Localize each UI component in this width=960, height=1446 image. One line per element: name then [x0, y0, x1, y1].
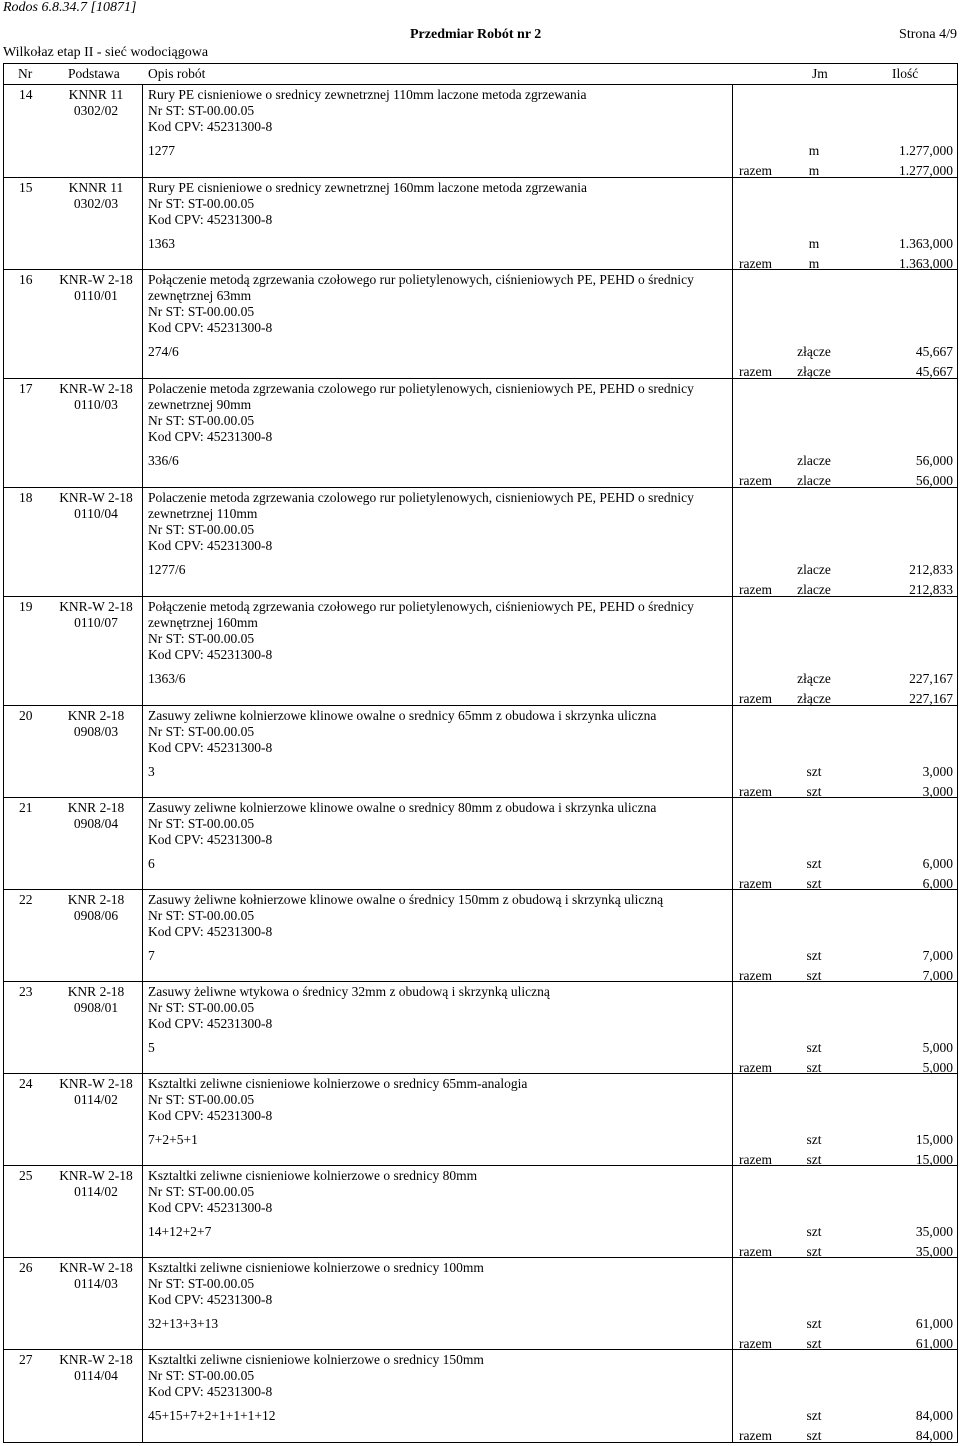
- basis-line: 0110/03: [74, 397, 118, 412]
- calc-value: 5,000: [922, 1040, 953, 1055]
- basis-line: KNR-W 2-18: [59, 272, 133, 287]
- basis-line: KNR 2-18: [67, 800, 125, 815]
- item-description: [148, 597, 728, 663]
- item-description: [148, 706, 728, 756]
- description-line: Nr ST: ST-00.00.05: [148, 1000, 255, 1015]
- calc-unit: szt: [806, 1040, 822, 1055]
- basis-line: KNR-W 2-18: [59, 490, 133, 505]
- calc-line: [4, 1130, 957, 1150]
- sum-label: razem: [739, 968, 772, 983]
- description-line: Ksztaltki zeliwne cisnieniowe kolnierzowe o srednicy 80mm: [148, 1168, 478, 1183]
- item-description: [148, 1166, 728, 1216]
- calc-value: 7,000: [922, 948, 953, 963]
- description-line: Nr ST: ST-00.00.05: [148, 304, 255, 319]
- document-title: Przedmiar Robót nr 2: [410, 27, 542, 42]
- description-line: Kod CPV: 45231300-8: [148, 320, 273, 335]
- calc-line: [4, 141, 957, 161]
- calc-line: [4, 234, 957, 254]
- sum-label: razem: [739, 582, 772, 597]
- description-line: Polaczenie metoda zgrzewania czolowego rur polietylenowych, cisnieniowych PE, PEHD o srednicy zewnetrznej 90mm: [148, 381, 694, 412]
- description-line: Kod CPV: 45231300-8: [148, 1200, 273, 1215]
- item-basis: [54, 800, 138, 832]
- calc-expression: 1277: [148, 143, 175, 158]
- item-basis: [54, 1352, 138, 1384]
- basis-line: KNR 2-18: [67, 984, 125, 999]
- calc-line: [4, 1314, 957, 1334]
- calc-value: 1.277,000: [899, 143, 953, 158]
- description-line: Nr ST: ST-00.00.05: [148, 1368, 255, 1383]
- calc-value: 15,000: [915, 1132, 953, 1147]
- sum-unit: szt: [806, 968, 822, 983]
- table-row: [4, 270, 957, 379]
- item-description: [148, 488, 728, 554]
- basis-line: 0302/02: [73, 103, 119, 118]
- sum-value: 45,667: [915, 364, 953, 379]
- table-header: [4, 64, 957, 85]
- sum-value: 3,000: [922, 784, 953, 799]
- sum-label: razem: [739, 1060, 772, 1075]
- col-desc: Opis robót: [148, 66, 206, 81]
- calc-unit: szt: [806, 856, 822, 871]
- sum-value: 35,000: [915, 1244, 953, 1259]
- table-row: [4, 1350, 957, 1442]
- description-line: Kod CPV: 45231300-8: [148, 212, 273, 227]
- calc-expression: 1363/6: [148, 671, 186, 686]
- basis-line: KNR 2-18: [67, 892, 125, 907]
- calc-expression: 1363: [148, 236, 175, 251]
- calc-value: 61,000: [915, 1316, 953, 1331]
- description-line: Nr ST: ST-00.00.05: [148, 631, 255, 646]
- sum-unit: złącze: [797, 364, 831, 379]
- item-basis: [54, 599, 138, 631]
- sum-label: razem: [739, 1428, 772, 1443]
- sum-value: 56,000: [915, 473, 953, 488]
- table-row: [4, 488, 957, 597]
- calc-value: 84,000: [915, 1408, 953, 1423]
- item-number: 21: [19, 800, 33, 815]
- basis-line: KNNR 11: [68, 87, 124, 102]
- calc-line: [4, 669, 957, 689]
- description-line: Nr ST: ST-00.00.05: [148, 1184, 255, 1199]
- description-line: Kod CPV: 45231300-8: [148, 924, 273, 939]
- item-description: [148, 1258, 728, 1308]
- calc-unit: szt: [806, 1132, 822, 1147]
- description-line: Nr ST: ST-00.00.05: [148, 908, 255, 923]
- table-row: [4, 706, 957, 798]
- description-line: Zasuwy żeliwne kołnierzowe klinowe owalne o średnicy 150mm z obudową i skrzynką uliczną: [148, 892, 664, 907]
- sum-label: razem: [739, 1152, 772, 1167]
- item-description: [148, 982, 728, 1032]
- basis-line: KNR-W 2-18: [59, 1260, 133, 1275]
- description-line: Połączenie metodą zgrzewania czołowego rur polietylenowych, ciśnieniowych PE, PEHD o średnicy zewnętrznej 160mm: [148, 599, 694, 630]
- basis-line: KNR-W 2-18: [59, 599, 133, 614]
- item-description: [148, 178, 728, 228]
- item-basis: [54, 87, 138, 119]
- calc-expression: 3: [148, 764, 155, 779]
- calc-expression: 5: [148, 1040, 155, 1055]
- sum-unit: szt: [806, 1336, 822, 1351]
- sum-value: 5,000: [922, 1060, 953, 1075]
- calc-value: 6,000: [922, 856, 953, 871]
- description-line: Kod CPV: 45231300-8: [148, 1292, 273, 1307]
- calc-value: 35,000: [915, 1224, 953, 1239]
- sum-value: 15,000: [915, 1152, 953, 1167]
- item-number: 20: [19, 708, 33, 723]
- calc-line: [4, 854, 957, 874]
- basis-line: KNR 2-18: [67, 708, 125, 723]
- table-row: [4, 1166, 957, 1258]
- sum-value: 1.363,000: [899, 256, 953, 271]
- basis-line: 0110/07: [74, 615, 118, 630]
- item-basis: [54, 892, 138, 924]
- calc-unit: złącze: [797, 671, 831, 686]
- calc-unit: szt: [806, 1408, 822, 1423]
- description-line: Nr ST: ST-00.00.05: [148, 522, 255, 537]
- col-qty: Ilość: [892, 66, 919, 81]
- item-number: 24: [19, 1076, 33, 1091]
- sum-unit: szt: [806, 1152, 822, 1167]
- item-basis: [54, 984, 138, 1016]
- table-row: [4, 178, 957, 270]
- col-unit: Jm: [812, 66, 828, 81]
- basis-line: KNR-W 2-18: [59, 1352, 133, 1367]
- sum-unit: szt: [806, 876, 822, 891]
- sum-label: razem: [739, 163, 772, 178]
- calc-unit: zlacze: [797, 562, 831, 577]
- item-number: 17: [19, 381, 33, 396]
- col-base: Podstawa: [68, 66, 120, 81]
- basis-line: 0114/03: [74, 1276, 118, 1291]
- basis-line: 0908/04: [73, 816, 119, 831]
- calc-unit: złącze: [797, 344, 831, 359]
- table-row: [4, 798, 957, 890]
- sum-value: 84,000: [915, 1428, 953, 1443]
- description-line: Kod CPV: 45231300-8: [148, 1108, 273, 1123]
- basis-line: KNNR 11: [68, 180, 124, 195]
- calc-line: [4, 1038, 957, 1058]
- basis-line: 0110/04: [74, 506, 118, 521]
- item-number: 26: [19, 1260, 33, 1275]
- description-line: Kod CPV: 45231300-8: [148, 538, 273, 553]
- description-line: Kod CPV: 45231300-8: [148, 832, 273, 847]
- item-number: 22: [19, 892, 33, 907]
- description-line: Kod CPV: 45231300-8: [148, 1016, 273, 1031]
- basis-line: 0114/02: [74, 1184, 118, 1199]
- sum-label: razem: [739, 784, 772, 799]
- table-row: [4, 890, 957, 982]
- item-description: [148, 85, 728, 135]
- calc-line: [4, 762, 957, 782]
- sum-value: 6,000: [922, 876, 953, 891]
- calc-line: [4, 451, 957, 471]
- calc-unit: szt: [806, 1224, 822, 1239]
- table-row: [4, 1074, 957, 1166]
- calc-line: [4, 1222, 957, 1242]
- table-row: [4, 379, 957, 488]
- description-line: Nr ST: ST-00.00.05: [148, 413, 255, 428]
- project-name: Wilkołaz etap II - sieć wodociągowa: [3, 45, 209, 60]
- item-basis: [54, 1076, 138, 1108]
- calc-unit: m: [808, 236, 820, 251]
- description-line: Kod CPV: 45231300-8: [148, 1384, 273, 1399]
- calc-unit: szt: [806, 764, 822, 779]
- description-line: Rury PE cisnieniowe o srednicy zewnetrznej 110mm laczone metoda zgrzewania: [148, 87, 587, 102]
- item-number: 16: [19, 272, 33, 287]
- sum-label: razem: [739, 1336, 772, 1351]
- item-description: [148, 270, 728, 336]
- description-line: Ksztaltki zeliwne cisnieniowe kolnierzowe o srednicy 65mm-analogia: [148, 1076, 528, 1091]
- item-description: [148, 890, 728, 940]
- description-line: Kod CPV: 45231300-8: [148, 647, 273, 662]
- calc-expression: 274/6: [148, 344, 179, 359]
- item-description: [148, 798, 728, 848]
- description-line: Ksztaltki zeliwne cisnieniowe kolnierzowe o srednicy 150mm: [148, 1352, 484, 1367]
- sum-value: 212,833: [909, 582, 953, 597]
- item-number: 25: [19, 1168, 33, 1183]
- description-line: Nr ST: ST-00.00.05: [148, 196, 255, 211]
- sum-label: razem: [739, 256, 772, 271]
- calc-unit: szt: [806, 948, 822, 963]
- calc-line: [4, 1406, 957, 1426]
- sum-value: 1.277,000: [899, 163, 953, 178]
- description-line: Zasuwy zeliwne kolnierzowe klinowe owalne o srednicy 80mm z obudowa i skrzynka uliczna: [148, 800, 657, 815]
- table-row: [4, 1258, 957, 1350]
- sum-unit: szt: [806, 1060, 822, 1075]
- item-description: [148, 1350, 728, 1400]
- sum-label: razem: [739, 473, 772, 488]
- basis-line: 0302/03: [73, 196, 119, 211]
- calc-unit: zlacze: [797, 453, 831, 468]
- sum-unit: złącze: [797, 691, 831, 706]
- sum-value: 227,167: [909, 691, 953, 706]
- calc-value: 45,667: [915, 344, 953, 359]
- sum-label: razem: [739, 876, 772, 891]
- description-line: Ksztaltki zeliwne cisnieniowe kolnierzowe o srednicy 100mm: [148, 1260, 484, 1275]
- sum-value: 61,000: [915, 1336, 953, 1351]
- basis-line: 0114/04: [74, 1368, 118, 1383]
- calc-expression: 45+15+7+2+1+1+1+12: [148, 1408, 276, 1423]
- table-row: [4, 982, 957, 1074]
- basis-line: KNR-W 2-18: [59, 1168, 133, 1183]
- calc-value: 212,833: [909, 562, 953, 577]
- item-basis: [54, 272, 138, 304]
- calc-expression: 1277/6: [148, 562, 186, 577]
- table-row: [4, 597, 957, 706]
- calc-value: 56,000: [915, 453, 953, 468]
- description-line: Kod CPV: 45231300-8: [148, 119, 273, 134]
- sum-unit: m: [808, 163, 820, 178]
- sum-unit: szt: [806, 784, 822, 799]
- item-basis: [54, 381, 138, 413]
- sum-line: [4, 1426, 957, 1446]
- basis-line: KNR-W 2-18: [59, 1076, 133, 1091]
- basis-line: 0908/01: [73, 1000, 119, 1015]
- item-description: [148, 379, 728, 445]
- table-body: [4, 85, 957, 1442]
- description-line: Kod CPV: 45231300-8: [148, 740, 273, 755]
- item-basis: [54, 708, 138, 740]
- item-basis: [54, 180, 138, 212]
- calc-expression: 336/6: [148, 453, 179, 468]
- sum-unit: szt: [806, 1244, 822, 1259]
- calc-unit: szt: [806, 1316, 822, 1331]
- calc-expression: 14+12+2+7: [148, 1224, 212, 1239]
- sum-unit: zlacze: [797, 473, 831, 488]
- description-line: Polaczenie metoda zgrzewania czolowego rur polietylenowych, cisnieniowych PE, PEHD o srednicy zewnetrznej 110mm: [148, 490, 694, 521]
- item-basis: [54, 1260, 138, 1292]
- basis-line: 0908/06: [73, 908, 119, 923]
- calc-unit: m: [808, 143, 820, 158]
- description-line: Nr ST: ST-00.00.05: [148, 103, 255, 118]
- calc-expression: 7: [148, 948, 155, 963]
- basis-line: 0110/01: [74, 288, 118, 303]
- page-number: Strona 4/9: [899, 27, 957, 42]
- col-nr: Nr: [18, 66, 33, 81]
- calc-line: [4, 946, 957, 966]
- calc-value: 227,167: [909, 671, 953, 686]
- description-line: Zasuwy żeliwne wtykowa o średnicy 32mm z obudową i skrzynką uliczną: [148, 984, 550, 999]
- description-line: Kod CPV: 45231300-8: [148, 429, 273, 444]
- item-basis: [54, 490, 138, 522]
- sum-unit: szt: [806, 1428, 822, 1443]
- description-line: Nr ST: ST-00.00.05: [148, 1276, 255, 1291]
- description-line: Nr ST: ST-00.00.05: [148, 816, 255, 831]
- basis-line: KNR-W 2-18: [59, 381, 133, 396]
- calc-value: 3,000: [922, 764, 953, 779]
- item-number: 27: [19, 1352, 33, 1367]
- calc-expression: 32+13+3+13: [148, 1316, 219, 1331]
- item-number: 15: [19, 180, 33, 195]
- sum-unit: m: [808, 256, 820, 271]
- item-number: 23: [19, 984, 33, 999]
- sum-value: 7,000: [922, 968, 953, 983]
- description-line: Nr ST: ST-00.00.05: [148, 724, 255, 739]
- table-row: [4, 85, 957, 178]
- sum-unit: zlacze: [797, 582, 831, 597]
- sum-label: razem: [739, 364, 772, 379]
- calc-expression: 6: [148, 856, 155, 871]
- description-line: Zasuwy zeliwne kolnierzowe klinowe owalne o srednicy 65mm z obudowa i skrzynka uliczna: [148, 708, 657, 723]
- description-line: Nr ST: ST-00.00.05: [148, 1092, 255, 1107]
- calc-expression: 7+2+5+1: [148, 1132, 198, 1147]
- item-number: 19: [19, 599, 33, 614]
- cost-table: [3, 63, 958, 1443]
- calc-value: 1.363,000: [899, 236, 953, 251]
- description-line: Połączenie metodą zgrzewania czołowego rur polietylenowych, ciśnieniowych PE, PEHD o średnicy zewnętrznej 63mm: [148, 272, 694, 303]
- basis-line: 0908/03: [73, 724, 119, 739]
- description-line: Rury PE cisnieniowe o srednicy zewnetrznej 160mm laczone metoda zgrzewania: [148, 180, 587, 195]
- app-version: Rodos 6.8.34.7 [10871]: [3, 0, 137, 15]
- item-basis: [54, 1168, 138, 1200]
- basis-line: 0114/02: [74, 1092, 118, 1107]
- sum-label: razem: [739, 691, 772, 706]
- calc-line: [4, 560, 957, 580]
- item-description: [148, 1074, 728, 1124]
- item-number: 14: [19, 87, 33, 102]
- calc-line: [4, 342, 957, 362]
- item-number: 18: [19, 490, 33, 505]
- sum-label: razem: [739, 1244, 772, 1259]
